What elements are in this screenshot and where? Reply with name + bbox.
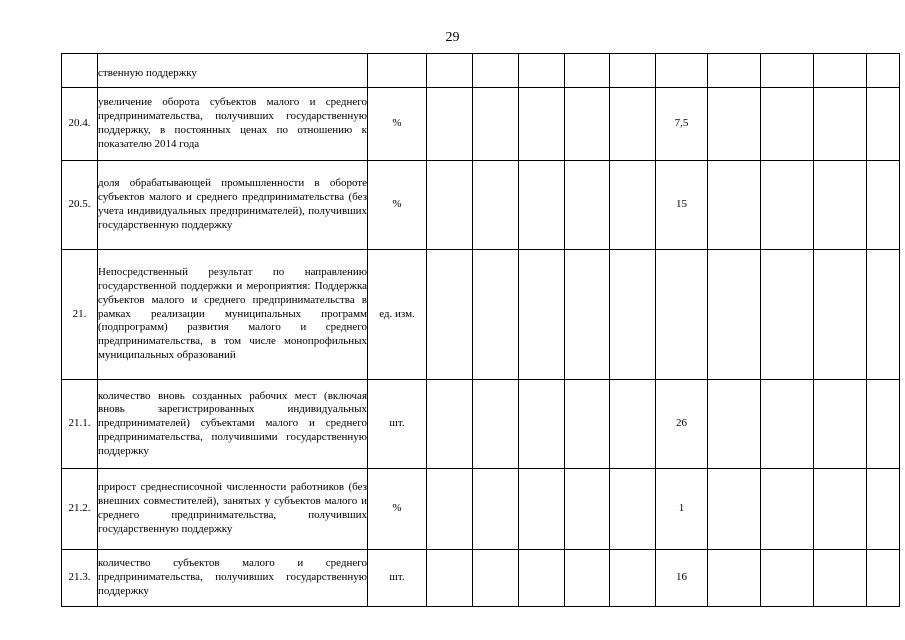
value-cell — [610, 380, 656, 469]
value-cell — [708, 88, 761, 161]
unit-of-measure: шт. — [368, 550, 427, 607]
unit-of-measure: ед. изм. — [368, 250, 427, 380]
value-cell — [519, 380, 565, 469]
value-cell — [427, 88, 473, 161]
indicator-description: прирост среднесписочной численности работников (без внешних совместителей), занятых у субъектов малого и среднего предпринимательства, получивших государственную поддержку — [98, 469, 368, 550]
indicator-description: увеличение оборота субъектов малого и среднего предпринимательства, получивших государственную поддержку, в постоянных ценах по отношению к показателю 2014 года — [98, 88, 368, 161]
value-cell — [867, 250, 900, 380]
value-cell — [761, 88, 814, 161]
value-cell — [708, 54, 761, 88]
value-cell — [867, 380, 900, 469]
table-row — [62, 250, 900, 380]
value-cell — [814, 380, 867, 469]
value-cell — [708, 250, 761, 380]
value-cell — [473, 469, 519, 550]
value-cell — [427, 469, 473, 550]
value-cell — [761, 469, 814, 550]
value-cell — [610, 250, 656, 380]
value-cell — [473, 88, 519, 161]
value-cell — [427, 54, 473, 88]
value-cell: 26 — [656, 380, 708, 469]
table-row — [62, 161, 900, 250]
value-cell: 15 — [656, 161, 708, 250]
value-cell — [867, 161, 900, 250]
value-cell — [656, 54, 708, 88]
value-cell — [519, 469, 565, 550]
value-cell — [610, 88, 656, 161]
page-number: 29 — [445, 30, 460, 45]
value-cell — [814, 161, 867, 250]
value-cell — [761, 54, 814, 88]
value-cell — [867, 54, 900, 88]
indicator-description: Непосредственный результат по направлению государственной поддержки и мероприятия: Поддержка субъектов малого и среднего предпринимательства в рамках реализации муниципальных программ (подпрограмм) развития малого и среднего предпринимательства, в том числе монопрофильных муниципальных образований — [98, 250, 368, 380]
indicator-description: доля обрабатывающей промышленности в обороте субъектов малого и среднего предпринимательства (без учета индивидуальных предпринимателей), получивших государственную поддержку — [98, 161, 368, 250]
table-row — [62, 88, 900, 161]
unit-of-measure: % — [368, 88, 427, 161]
unit-of-measure: % — [368, 469, 427, 550]
value-cell — [427, 380, 473, 469]
value-cell — [610, 161, 656, 250]
unit-of-measure: шт. — [368, 380, 427, 469]
indicator-description: ственную поддержку — [98, 54, 368, 88]
value-cell — [427, 550, 473, 607]
value-cell — [610, 550, 656, 607]
value-cell — [708, 161, 761, 250]
unit-of-measure: % — [368, 161, 427, 250]
value-cell — [610, 54, 656, 88]
value-cell — [473, 54, 519, 88]
row-number: 21.3. — [62, 550, 98, 607]
value-cell — [565, 54, 610, 88]
value-cell — [708, 469, 761, 550]
row-number — [62, 54, 98, 88]
value-cell — [565, 380, 610, 469]
value-cell: 16 — [656, 550, 708, 607]
row-number: 20.4. — [62, 88, 98, 161]
indicators-table — [61, 53, 900, 607]
value-cell — [473, 550, 519, 607]
value-cell — [473, 380, 519, 469]
value-cell — [565, 250, 610, 380]
value-cell — [708, 550, 761, 607]
value-cell — [656, 250, 708, 380]
value-cell — [565, 550, 610, 607]
row-number: 21.2. — [62, 469, 98, 550]
value-cell — [565, 88, 610, 161]
table-row — [62, 550, 900, 607]
unit-of-measure — [368, 54, 427, 88]
value-cell — [814, 550, 867, 607]
value-cell — [867, 88, 900, 161]
row-number: 20.5. — [62, 161, 98, 250]
value-cell — [814, 469, 867, 550]
value-cell — [708, 380, 761, 469]
value-cell — [427, 250, 473, 380]
value-cell — [761, 161, 814, 250]
value-cell — [761, 380, 814, 469]
indicator-description: количество субъектов малого и среднего предпринимательства, получивших государственную поддержку — [98, 550, 368, 607]
value-cell — [519, 161, 565, 250]
value-cell — [519, 550, 565, 607]
indicator-description: количество вновь созданных рабочих мест (включая вновь зарегистрированных индивидуальных предпринимателей) субъектами малого и среднего предпринимательства, получившими государственную поддержку — [98, 380, 368, 469]
value-cell — [565, 161, 610, 250]
value-cell — [519, 88, 565, 161]
table-row — [62, 469, 900, 550]
value-cell — [519, 54, 565, 88]
row-number: 21. — [62, 250, 98, 380]
value-cell: 1 — [656, 469, 708, 550]
row-number: 21.1. — [62, 380, 98, 469]
value-cell — [473, 161, 519, 250]
value-cell — [427, 161, 473, 250]
value-cell — [761, 550, 814, 607]
value-cell — [610, 469, 656, 550]
value-cell — [565, 469, 610, 550]
table-row — [62, 380, 900, 469]
table-row — [62, 54, 900, 88]
value-cell — [814, 88, 867, 161]
value-cell — [867, 469, 900, 550]
value-cell — [814, 250, 867, 380]
value-cell — [473, 250, 519, 380]
value-cell: 7,5 — [656, 88, 708, 161]
value-cell — [814, 54, 867, 88]
value-cell — [761, 250, 814, 380]
value-cell — [519, 250, 565, 380]
value-cell — [867, 550, 900, 607]
